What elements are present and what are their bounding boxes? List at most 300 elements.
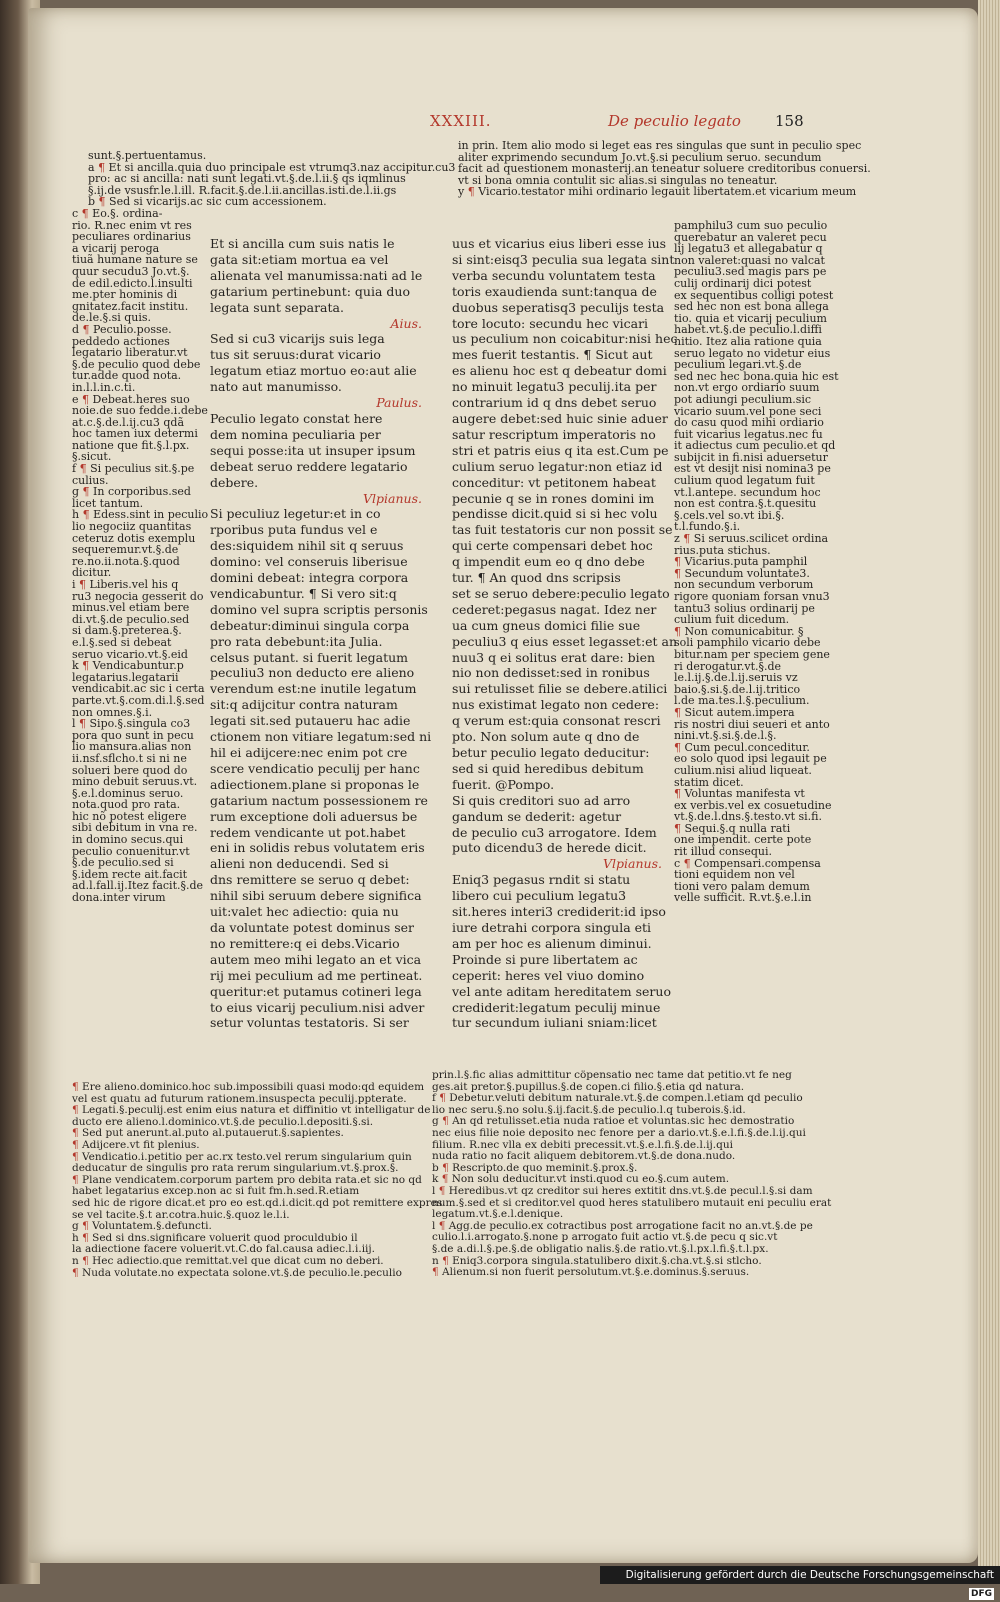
text-line: num.§.sed et si creditor.vel quod heres statulibero mutauit eni peculiu erat bbox=[432, 1196, 832, 1209]
text-line: debere. bbox=[210, 474, 259, 490]
paragraph-mark-icon: ¶ bbox=[72, 1173, 79, 1186]
text-line: me.pter hominis di bbox=[72, 288, 178, 302]
text-line: hil ei adijcere:nec enim pot cre bbox=[210, 745, 408, 760]
text-line: ¶ Alienum.si non fuerit persolutum.vt.§.e.dominus.§.seruus. bbox=[432, 1266, 750, 1279]
text-line: ¶ Non comunicabitur. § bbox=[674, 624, 804, 638]
text-line: l.de ma.tes.l.§.peculium. bbox=[674, 694, 810, 708]
text-line: solueri bere quod do bbox=[72, 763, 188, 777]
text-line: §.de a.di.l.§.pe.§.de obligatio nalis.§.de ratio.vt.§.l.px.l.fi.§.t.l.px. bbox=[432, 1242, 769, 1255]
text-line: hic nõ potest eligere bbox=[72, 809, 187, 823]
text-line: ¶ Sed put anerunt.al.puto al.putauerut.§.sapientes. bbox=[72, 1127, 344, 1140]
text-line: Peculio legato constat here bbox=[210, 410, 383, 426]
text-line: natione que fit.§.l.px. bbox=[72, 438, 190, 452]
text-line: lio negociiz quantitas bbox=[72, 520, 192, 534]
text-line: i ¶ Liberis.vel his q bbox=[72, 578, 179, 591]
text-line: no remittere:q ei debs.Vicario bbox=[210, 935, 400, 951]
text-line: quur secudu3 Jo.vt.§. bbox=[72, 264, 190, 278]
text-line: pendisse dicit.quid si si hec volu bbox=[452, 506, 658, 522]
text-line: sequeremur.vt.§.de bbox=[72, 543, 179, 557]
text-line: seruo vicario.vt.§.eid bbox=[72, 647, 188, 661]
text-line: nio non dedisset:sed in ronibus bbox=[452, 665, 650, 681]
text-line: ris nostri diui seueri et anto bbox=[674, 717, 830, 731]
text-line: tur secundum iuliani sniam:licet bbox=[452, 1015, 657, 1031]
text-line: f ¶ Si peculius sit.§.pe bbox=[72, 462, 195, 476]
text-line: domini debeat: integra corpora bbox=[210, 570, 409, 586]
text-line: z ¶ Si seruus.scilicet ordina bbox=[674, 532, 829, 546]
running-title: De peculio legato bbox=[608, 112, 741, 130]
text-line: peculiares ordinarius bbox=[72, 230, 191, 244]
text-line: set se seruo debere:peculio legato bbox=[452, 585, 670, 601]
text-line: puto dicendu3 de herede dicit. bbox=[452, 840, 647, 856]
text-line: fuerit. @Pompo. bbox=[452, 776, 555, 792]
text-line: tantu3 solius ordinarij pe bbox=[674, 601, 815, 615]
paragraph-mark-icon: ¶ bbox=[82, 659, 90, 673]
paragraph-mark-icon: ¶ bbox=[98, 160, 106, 174]
paragraph-mark-icon: ¶ bbox=[442, 1115, 449, 1128]
text-line: tas fuit testatoris cur non possit se bbox=[452, 522, 673, 538]
text-line: baio.§.si.§.de.l.ij.tritico bbox=[674, 682, 801, 696]
gloss-bottom-right bbox=[432, 1070, 832, 1279]
text-line: §.sicut. bbox=[72, 450, 112, 464]
text-line: Paulus. bbox=[376, 395, 422, 411]
text-line: vt.l.antepe. secundum hoc bbox=[674, 485, 821, 499]
text-line: vel est quatu ad futurum rationem.insuspecta peculij.ppterate. bbox=[72, 1092, 407, 1105]
text-line: licet tantum. bbox=[72, 496, 144, 510]
text-line: adiectionem.plane si proponas le bbox=[210, 776, 420, 792]
text-line: peculiu3 non deducto ere alieno bbox=[210, 665, 415, 681]
text-line: vt si bona omnia contulit sic alias.si singulas no teneatur. bbox=[458, 173, 778, 187]
text-line: debeatur:diminui singula corpa bbox=[210, 617, 410, 633]
text-line: g ¶ Voluntatem.§.defuncti. bbox=[72, 1220, 212, 1233]
text-line: non omnes.§.i. bbox=[72, 705, 153, 719]
text-line: sed hic de rigore dicat.et pro eo est.qd.i.dicit.qd pot remittere expres bbox=[72, 1196, 443, 1209]
text-line: ex sequentibus colligi potest bbox=[674, 288, 834, 302]
text-line: ges.ait pretor.§.pupillus.§.de copen.ci filio.§.etia qd natura. bbox=[432, 1080, 745, 1093]
text-line: satur rescriptum imperatoris no bbox=[452, 426, 656, 442]
text-line: alienata vel manumissa:nati ad le bbox=[210, 267, 423, 283]
running-header bbox=[430, 112, 860, 132]
text-line: §.ij.de vsusfr.le.l.ill. R.facit.§.de.l.ii.ancillas.isti.de.l.ii.gs bbox=[88, 183, 397, 197]
text-line: sit:q adijcitur contra naturam bbox=[210, 697, 398, 713]
paragraph-mark-icon: ¶ bbox=[683, 532, 691, 546]
text-line: dns remittere se seruo q debet: bbox=[210, 872, 410, 888]
text-line: rum exceptione doli aduersus be bbox=[210, 808, 418, 824]
folio-numeral: XXXIII. bbox=[430, 112, 492, 130]
text-line: legatum etiaz mortuo eo:aut alie bbox=[210, 363, 417, 379]
text-line: es alienu hoc est q debeatur domi bbox=[452, 363, 667, 379]
text-line: uus et vicarius eius liberi esse ius bbox=[452, 236, 667, 251]
text-line: alieni non deducendi. Sed si bbox=[210, 856, 389, 872]
text-line: de.le.§.si quis. bbox=[72, 311, 152, 325]
paragraph-mark-icon: ¶ bbox=[82, 1231, 89, 1244]
text-line: iure detrahi corpora singula eti bbox=[452, 919, 652, 935]
text-line: lio nec seru.§.no solu.§.ij.facit.§.de peculio.l.q tuberois.§.id. bbox=[432, 1103, 746, 1116]
text-line: bitur.nam per speciem gene bbox=[674, 647, 830, 661]
paragraph-mark-icon: ¶ bbox=[674, 705, 681, 719]
text-line: non.vt ergo ordiario suum bbox=[674, 381, 820, 395]
text-line: legatum.vt.§.e.l.denique. bbox=[432, 1208, 564, 1221]
text-line: duobus seperatisq3 peculijs testa bbox=[452, 299, 665, 315]
paragraph-mark-icon: ¶ bbox=[467, 185, 475, 199]
text-line: la adiectione facere voluerit.vt.C.do fal.causa adiec.l.i.iij. bbox=[72, 1243, 376, 1256]
text-line: conceditur: vt petitonem habeat bbox=[452, 474, 656, 490]
paragraph-mark-icon: ¶ bbox=[72, 1127, 79, 1140]
text-line: g ¶ An qd retulisset.etia nuda ratioe et voluntas.sic hec demostratio bbox=[432, 1115, 795, 1128]
text-line: ex verbis.vel ex cosuetudine bbox=[674, 798, 832, 812]
text-line: ¶ Sicut autem.impera bbox=[674, 705, 795, 719]
gloss-right-column bbox=[674, 219, 839, 905]
text-line: rij mei peculium ad me pertineat. bbox=[210, 967, 423, 983]
text-line: se vel tacite.§.t ar.cotra.huic.§.quoz le.l.i. bbox=[72, 1208, 290, 1221]
text-line: am per hoc es alienum diminui. bbox=[452, 935, 652, 951]
text-line: ceteruz dotis exemplu bbox=[72, 531, 196, 545]
text-line: fuit vicarius legatus.nec fu bbox=[674, 427, 823, 441]
text-line: vel ante aditam hereditatem seruo bbox=[452, 983, 671, 999]
paragraph-mark-icon: ¶ bbox=[674, 555, 681, 569]
text-line: hoc tamen iux determi bbox=[72, 427, 198, 441]
paragraph-mark-icon: ¶ bbox=[82, 485, 90, 499]
text-line: l ¶ Heredibus.vt qz creditor sui heres extitit dns.vt.§.de pecul.l.§.si dam bbox=[432, 1184, 813, 1197]
text-line: sed nec hec bona.quia hic est bbox=[674, 369, 839, 383]
text-line: deducatur de singulis pro rata rerum singularium.vt.§.prox.§. bbox=[72, 1162, 399, 1175]
text-line: c ¶ Eo.§. ordina- bbox=[72, 207, 163, 220]
paragraph-mark-icon: ¶ bbox=[72, 1266, 79, 1279]
text-line: q impendit eum eo q dno debe bbox=[452, 554, 645, 570]
text-line: aliter exprimendo secundum Jo.vt.§.si peculium seruo. secundum bbox=[458, 150, 822, 164]
text-line: tore locuto: secundu hec vicari bbox=[452, 315, 649, 331]
text-line: dicitur. bbox=[72, 566, 112, 580]
text-line: legata sunt separata. bbox=[210, 299, 344, 315]
text-line: §.de peculio quod debe bbox=[72, 357, 201, 371]
text-line: Sed si cu3 vicarijs suis lega bbox=[210, 331, 385, 347]
text-line: t.l.fundo.§.i. bbox=[674, 520, 741, 534]
text-line: querebatur an valeret pecu bbox=[674, 230, 827, 244]
paragraph-mark-icon: ¶ bbox=[82, 1220, 89, 1233]
text-line: vicario suum.vel pone seci bbox=[674, 404, 822, 418]
text-line: domino: vel conseruis liberisue bbox=[210, 554, 408, 570]
paragraph-mark-icon: ¶ bbox=[674, 566, 681, 580]
text-line: non valeret:quasi no valcat bbox=[674, 253, 825, 267]
dfg-logo: DFG bbox=[970, 1589, 992, 1599]
text-line: ¶ Vendicatio.i.petitio per ac.rx testo.vel rerum singularium quin bbox=[72, 1150, 412, 1163]
text-line: lij legatu3 et allegabatur q bbox=[674, 242, 823, 256]
text-line: contrarium id q dns debet seruo bbox=[452, 395, 657, 411]
text-line: culio.l.i.arrogato.§.none p arrogato fuit actio vt.§.de pecu q sic.vt bbox=[432, 1231, 778, 1244]
text-line: a vicarij peroga bbox=[72, 241, 160, 255]
text-line: legatarius.legatarii bbox=[72, 670, 179, 684]
text-line: rio. R.nec enim vt res bbox=[72, 218, 192, 232]
text-line: si sint:eisq3 peculia sua legata sint bbox=[452, 251, 675, 267]
text-line: vt.§.de.l.dns.§.testo.vt si.fi. bbox=[674, 810, 823, 824]
text-line: Aius. bbox=[390, 315, 422, 331]
text-line: l ¶ Sipo.§.singula co3 bbox=[72, 717, 191, 731]
text-line: prin.l.§.fic alias admittitur cöpensatio nec tame dat petitio.vt fe neg bbox=[432, 1069, 792, 1081]
text-line: ii.nsf.sflcho.t si ni ne bbox=[72, 751, 187, 765]
paragraph-mark-icon: ¶ bbox=[674, 787, 681, 801]
text-line: eni in solidis rebus volutatem eris bbox=[210, 840, 425, 856]
digitization-credit bbox=[600, 1566, 1000, 1599]
text-line: e ¶ Debeat.heres suo bbox=[72, 392, 190, 406]
text-line: peddedo actiones bbox=[72, 334, 170, 348]
paragraph-mark-icon: ¶ bbox=[674, 821, 681, 835]
text-line: legati sit.sed putaueru hac adie bbox=[210, 713, 411, 729]
text-line: §.e.l.dominus seruo. bbox=[72, 786, 184, 800]
credit-text: Digitalisierung gefördert durch die Deutsche Forschungsgemeinschaft bbox=[625, 1569, 994, 1581]
paragraph-mark-icon: ¶ bbox=[81, 207, 89, 220]
text-line: nini.vt.§.si.§.de.l.§. bbox=[674, 729, 777, 743]
text-line: ¶ Legati.§.peculij.est enim eius natura et diffinitio vt intelligatur de bbox=[72, 1104, 431, 1117]
text-line: culij ordinarij dici potest bbox=[674, 276, 812, 290]
text-line: ¶ Plane vendicatem.corporum partem pro debita rata.et sic no qd bbox=[72, 1173, 422, 1186]
text-line: ducto ere alieno.l.dominico.vt.§.de peculio.l.depositi.§.si. bbox=[72, 1115, 374, 1128]
text-line: tiuã humane nature se bbox=[72, 253, 198, 267]
text-line: non secundum verborum bbox=[674, 578, 814, 592]
text-line: pecunie q se in rones domini im bbox=[452, 490, 655, 506]
text-line: rporibus puta fundus vel e bbox=[210, 522, 378, 538]
text-line: culium quod legatum fuit bbox=[674, 474, 815, 488]
paragraph-mark-icon: ¶ bbox=[674, 624, 681, 638]
paragraph-mark-icon: ¶ bbox=[82, 322, 90, 336]
text-line: tioni vero palam demum bbox=[674, 879, 810, 893]
text-line: da voluntate potest dominus ser bbox=[210, 919, 414, 935]
main-text-right-column bbox=[452, 236, 678, 1031]
text-line: pamphilu3 cum suo peculio bbox=[674, 219, 828, 232]
text-line: ua cum gneus domici filie sue bbox=[452, 617, 641, 633]
text-line: de edil.edicto.l.insulti bbox=[72, 276, 193, 290]
text-line: nus existimat legato non cedere: bbox=[452, 697, 660, 713]
text-line: eo solo quod ipsi legauit pe bbox=[674, 752, 827, 766]
paragraph-mark-icon: ¶ bbox=[439, 1092, 446, 1105]
text-line: parte.vt.§.com.di.l.§.sed bbox=[72, 693, 205, 707]
text-line: vendicabuntur. ¶ Si vero sit:q bbox=[210, 585, 397, 601]
text-line: celsus putant. si fuerit legatum bbox=[210, 649, 409, 665]
text-line: ctionem non vitiare legatum:sed ni bbox=[210, 729, 432, 745]
paragraph-mark-icon: ¶ bbox=[432, 1266, 439, 1279]
text-line: le.l.ij.§.de.l.ij.seruis vz bbox=[674, 671, 798, 685]
paragraph-mark-icon: ¶ bbox=[79, 717, 87, 731]
text-line: sequi posse:ita ut insuper ipsum bbox=[210, 442, 416, 458]
text-line: tus sit seruus:durat vicario bbox=[210, 347, 381, 363]
text-line: habet.vt.§.de peculio.l.diffi bbox=[674, 323, 822, 337]
paragraph-mark-icon: ¶ bbox=[79, 578, 87, 591]
text-line: sit.heres interi3 crediderit:id ipso bbox=[452, 904, 666, 920]
text-line: verba secundu voluntatem testa bbox=[452, 267, 656, 283]
text-line: pto. Non solum aute q dno de bbox=[452, 729, 640, 745]
text-line: ¶ Nuda volutate.no expectata solone.vt.§.de peculio.le.peculio bbox=[72, 1266, 402, 1279]
text-line: Si quis creditori suo ad arro bbox=[452, 792, 631, 808]
text-line: nuda ratio no facit aliquem debitorem.vt.§.de dona.nudo. bbox=[432, 1150, 736, 1163]
text-line: habet legatarius excep.non ac si fuit fm.h.sed.R.etiam bbox=[72, 1185, 360, 1198]
text-line: gatarium pertinebunt: quia duo bbox=[210, 283, 410, 299]
text-line: ru3 negocia gesserit do bbox=[72, 589, 204, 603]
text-line: Et si ancilla cum suis natis le bbox=[210, 236, 395, 251]
text-line: ceperit: heres vel viuo domino bbox=[452, 967, 645, 983]
text-line: peculium legari.vt.§.de bbox=[674, 358, 802, 372]
text-line: augere debet:sed huic sinie aduer bbox=[452, 410, 668, 426]
text-line: d ¶ Peculio.posse. bbox=[72, 322, 172, 336]
text-line: pro rata debebunt:ita Julia. bbox=[210, 633, 383, 649]
text-line: pro: ac si ancilla: nati sunt legati.vt.§.de.l.ii.§ qs iqmlinus bbox=[88, 172, 406, 186]
text-line: y ¶ Vicario.testator mihi ordinario legauit libertatem.et vicarium meum bbox=[458, 185, 857, 199]
text-line: b ¶ Rescripto.de quo meminit.§.prox.§. bbox=[432, 1161, 638, 1174]
text-line: n ¶ Hec adiectio.que remittat.vel que dicat cum no deberi. bbox=[72, 1254, 384, 1267]
text-line: §.cels.vel so.vt ibi.§. bbox=[674, 508, 785, 522]
text-line: a ¶ Et si ancilla.quia duo principale est vtrumq3.naz accipitur.cu3 bbox=[88, 160, 456, 174]
text-line: in.l.l.in.c.ti. bbox=[72, 380, 136, 394]
text-line: §.idem recte ait.facit bbox=[72, 867, 188, 881]
gloss-top-right bbox=[458, 139, 871, 199]
text-line: autem meo mihi legato an et vica bbox=[210, 951, 422, 967]
text-line: non est contra.§.t.quesitu bbox=[674, 497, 817, 511]
paragraph-mark-icon: ¶ bbox=[72, 1138, 79, 1151]
text-line: vendicabit.ac sic i certa bbox=[72, 682, 205, 696]
text-line: Eniq3 pegasus rndit si statu bbox=[452, 872, 631, 888]
text-line: tio. quia et vicarij peculium bbox=[674, 311, 827, 325]
text-line: queritur:et putamus cotineri lega bbox=[210, 983, 422, 999]
page-edges bbox=[978, 0, 1000, 1584]
text-line: culium.nisi aliud liqueat. bbox=[674, 763, 812, 777]
paragraph-mark-icon: ¶ bbox=[438, 1184, 446, 1197]
text-line: mino debuit seruus.vt. bbox=[72, 775, 198, 789]
text-line: des:siquidem nihil sit q seruus bbox=[210, 538, 404, 554]
text-line: one impendit. certe pote bbox=[674, 833, 812, 847]
text-line: nota.quod pro rata. bbox=[72, 798, 181, 812]
text-line: crediderit:legatum peculij minue bbox=[452, 999, 661, 1015]
text-line: do casu quod mihi ordiario bbox=[674, 416, 824, 430]
text-line: nihil sibi seruum debere significa bbox=[210, 888, 422, 904]
text-line: in domino secus.qui bbox=[72, 833, 184, 847]
text-line: nato aut manumisso. bbox=[210, 379, 342, 395]
text-line: di.vt.§.de peculio.sed bbox=[72, 612, 190, 626]
text-line: subijcit in fi.nisi aduersetur bbox=[674, 450, 828, 464]
text-line: us peculium non coicabitur:nisi hec bbox=[452, 331, 678, 347]
text-line: Vlpianus. bbox=[603, 856, 662, 872]
paragraph-mark-icon: ¶ bbox=[98, 195, 106, 209]
text-line: sibi debitum in vna re. bbox=[72, 821, 198, 835]
text-line: sui retulisset filie se debere.atilici bbox=[452, 681, 668, 697]
text-line: seruo legato no videtur eius bbox=[674, 346, 831, 360]
text-line: soli pamphilo vicario debe bbox=[674, 636, 821, 650]
paragraph-mark-icon: ¶ bbox=[442, 1254, 449, 1267]
text-line: culium seruo legatur:non etiaz id bbox=[452, 458, 663, 474]
text-line: sed si quid heredibus debitum bbox=[452, 760, 644, 776]
text-line: culium fuit dicedum. bbox=[674, 613, 790, 627]
text-line: filium. R.nec vlla ex debiti precessit.vt.§.e.l.fi.§.de.l.ij.qui bbox=[432, 1138, 733, 1151]
text-line: tur. ¶ An quod dns scripsis bbox=[452, 570, 621, 586]
text-line: Proinde si pure libertatem ac bbox=[452, 951, 638, 967]
text-line: verendum est:ne inutile legatum bbox=[210, 681, 417, 697]
text-line: c ¶ Compensari.compensa bbox=[674, 856, 821, 870]
text-line: betur peculio legato deducitur: bbox=[452, 745, 650, 760]
text-line: h ¶ Edess.sint in peculio bbox=[72, 508, 209, 522]
text-line: statim dicet. bbox=[674, 775, 744, 789]
paragraph-mark-icon: ¶ bbox=[82, 392, 90, 406]
text-line: redem vendicante ut pot.habet bbox=[210, 824, 406, 840]
text-line: est vt desijt nisi nomina3 pe bbox=[674, 462, 831, 476]
text-line: qui certe compensari debet hoc bbox=[452, 538, 653, 554]
text-line: ad.l.fall.ij.Itez facit.§.de bbox=[72, 879, 204, 893]
text-line: velle sufficit. R.vt.§.e.l.in bbox=[674, 891, 812, 905]
text-line: lio mansura.alias non bbox=[72, 740, 192, 754]
text-line: legatario liberatur.vt bbox=[72, 346, 188, 360]
text-line: gnitatez.facit institu. bbox=[72, 299, 189, 313]
text-line: uit:valet hec adiectio: quia nu bbox=[210, 904, 399, 920]
text-line: facit ad questionem monasterij.an teneatur soluere creditoribus conuersi. bbox=[458, 162, 871, 176]
text-line: noie.de suo fedde.i.debe bbox=[72, 404, 208, 418]
text-line: peculiu3.sed magis pars pe bbox=[674, 265, 827, 279]
text-line: toris exaudienda sunt:tanqua de bbox=[452, 283, 657, 299]
text-line: at.c.§.de.l.ij.cu3 qdã bbox=[72, 415, 184, 429]
paragraph-mark-icon: ¶ bbox=[438, 1219, 446, 1232]
text-line: nuu3 q ei solitus erat dare: bien bbox=[452, 649, 656, 665]
text-line: culius. bbox=[72, 473, 109, 487]
text-line: to eius vicarij peculium.nisi adver bbox=[210, 999, 425, 1015]
paragraph-mark-icon: ¶ bbox=[82, 508, 90, 522]
text-line: l ¶ Agg.de peculio.ex cotractibus post arrogatione facit no an.vt.§.de pe bbox=[432, 1219, 813, 1232]
text-line: libero cui peculium legatu3 bbox=[452, 888, 627, 904]
text-line: e.l.§.sed si debeat bbox=[72, 635, 172, 649]
text-line: no minuit legatu3 peculij.ita per bbox=[452, 379, 657, 395]
text-line: nitio. Itez alia ratione quia bbox=[674, 334, 822, 348]
text-line: rigore quoniam forsan vnu3 bbox=[674, 590, 830, 603]
text-line: dona.inter virum bbox=[72, 891, 166, 905]
text-line: ¶ Voluntas manifesta vt bbox=[674, 787, 805, 801]
text-line: ¶ Ere alieno.dominico.hoc sub.impossibili quasi modo:qd equidem bbox=[72, 1081, 425, 1093]
text-line: pora quo sunt in pecu bbox=[72, 728, 194, 742]
text-line: Vlpianus. bbox=[363, 490, 422, 506]
paragraph-mark-icon: ¶ bbox=[82, 1254, 89, 1267]
text-line: gata sit:etiam mortua ea vel bbox=[210, 251, 389, 267]
text-line: cederet:pegasus nagat. Idez ner bbox=[452, 601, 657, 617]
text-line: q verum est:quia consonat rescri bbox=[452, 713, 661, 729]
text-line: stri et patris eius q ita est.Cum pe bbox=[452, 442, 669, 458]
text-line: tur.adde quod nota. bbox=[72, 369, 182, 383]
text-line: dem nomina peculiaria per bbox=[210, 426, 381, 442]
page-number: 158 bbox=[775, 112, 804, 130]
text-line: Si peculiuz legetur:et in co bbox=[210, 506, 381, 522]
text-line: in prin. Item alio modo si leget eas res singulas que sunt in peculio spec bbox=[458, 139, 862, 152]
text-line: si dam.§.preterea.§. bbox=[72, 624, 182, 638]
text-line: ¶ Cum pecul.conceditur. bbox=[674, 740, 810, 754]
text-line: peculiu3 q eius esset legasset:et an bbox=[452, 633, 678, 649]
text-line: ¶ Adijcere.vt fit plenius. bbox=[72, 1138, 200, 1151]
text-line: ¶ Vicarius.puta pamphil bbox=[674, 555, 808, 569]
text-line: sunt.§.pertuentamus. bbox=[88, 149, 207, 162]
paragraph-mark-icon: ¶ bbox=[72, 1081, 79, 1093]
text-line: debeat seruo reddere legatario bbox=[210, 458, 408, 474]
text-line: §.de peculio.sed si bbox=[72, 856, 174, 870]
paragraph-mark-icon: ¶ bbox=[79, 462, 87, 476]
text-line: pot adiungi peculium.sic bbox=[674, 392, 812, 406]
main-text-left-column bbox=[210, 236, 432, 1031]
text-line: setur voluntas testatoris. Si ser bbox=[210, 1015, 409, 1031]
text-line: ¶ Sequi.§.q nulla rati bbox=[674, 821, 791, 835]
text-line: mes fuerit testantis. ¶ Sicut aut bbox=[452, 347, 653, 363]
paragraph-mark-icon: ¶ bbox=[72, 1104, 79, 1117]
text-line: minus.vel etiam bere bbox=[72, 601, 190, 615]
text-line: h ¶ Sed si dns.significare voluerit quod proculdubio il bbox=[72, 1231, 358, 1244]
text-line: k ¶ Vendicabuntur.p bbox=[72, 659, 184, 673]
text-line: b ¶ Sed si vicarijs.ac sic cum accessionem. bbox=[88, 195, 327, 209]
text-line: g ¶ In corporibus.sed bbox=[72, 485, 191, 499]
text-line: re.no.ii.nota.§.quod bbox=[72, 554, 180, 568]
text-line: k ¶ Non solu deducitur.vt insti.quod cu eo.§.cum autem. bbox=[432, 1173, 730, 1186]
text-line: rius.puta stichus. bbox=[674, 543, 771, 557]
text-line: gatarium nactum possessionem re bbox=[210, 792, 428, 808]
text-line: de peculio cu3 arrogatore. Idem bbox=[452, 824, 657, 840]
paragraph-mark-icon: ¶ bbox=[674, 740, 681, 754]
text-line: ¶ Secundum voluntate3. bbox=[674, 566, 810, 580]
